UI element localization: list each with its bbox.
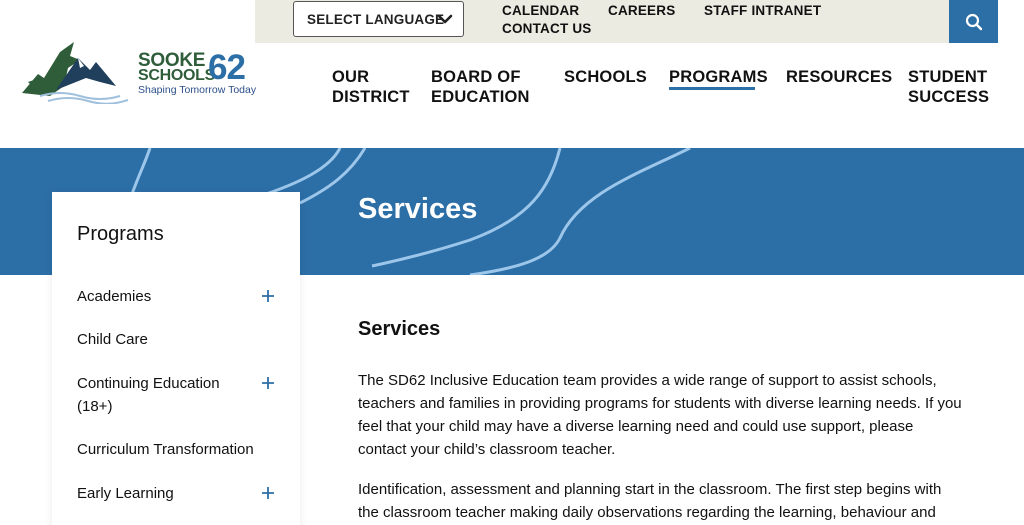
- site-logo[interactable]: [20, 38, 265, 104]
- content-heading: Services: [358, 318, 441, 340]
- logo-schools-text: SCHOOLS: [138, 67, 216, 84]
- careers-link[interactable]: CAREERS: [608, 3, 676, 18]
- sidebar-item-academies[interactable]: Academies: [77, 288, 152, 305]
- nav-schools[interactable]: SCHOOLS: [564, 68, 647, 86]
- nav-label-line1: BOARD OF: [431, 68, 521, 86]
- logo-number: 62: [208, 48, 245, 87]
- page-title: Services: [358, 193, 478, 225]
- nav-label-line2: SUCCESS: [908, 88, 990, 106]
- nav-label-line2: DISTRICT: [332, 88, 410, 106]
- nav-label-line2: EDUCATION: [431, 88, 530, 106]
- plus-icon[interactable]: [261, 376, 275, 390]
- chevron-down-icon: [437, 11, 453, 27]
- logo-tagline: Shaping Tomorrow Today: [138, 84, 257, 96]
- nav-label-line1: STUDENT: [908, 68, 988, 86]
- plus-icon[interactable]: [261, 289, 275, 303]
- nav-student-success[interactable]: [908, 67, 989, 107]
- plus-icon[interactable]: [261, 486, 275, 500]
- content-paragraph: The SD62 Inclusive Education team provides a wide range of support to assist schools, teachers and families in providing programs for students with diverse learning needs. If you feel that your child may have a diverse learning need and could use support, please contact your child’s classroom teacher.: [358, 372, 962, 458]
- search-button[interactable]: [949, 0, 998, 43]
- sidebar: [52, 192, 300, 525]
- language-select-label: SELECT LANGUAGE: [307, 11, 445, 27]
- staff-intranet-link[interactable]: STAFF INTRANET: [704, 3, 822, 18]
- nav-resources[interactable]: RESOURCES: [786, 68, 893, 86]
- sidebar-title: Programs: [77, 223, 164, 245]
- sidebar-item-continuing-education[interactable]: Continuing Education (18+): [77, 375, 220, 415]
- sidebar-item-curriculum-transformation[interactable]: Curriculum Transformation: [77, 441, 254, 458]
- nav-label-line1: OUR: [332, 68, 370, 86]
- nav-active-indicator: [669, 87, 755, 90]
- nav-our-district[interactable]: [332, 67, 410, 107]
- contact-us-link[interactable]: CONTACT US: [502, 21, 592, 36]
- logo-mountains-icon: [20, 38, 138, 104]
- language-select[interactable]: [293, 1, 464, 37]
- search-icon: [965, 13, 983, 31]
- utility-bar: [255, 0, 949, 43]
- calendar-link[interactable]: CALENDAR: [502, 3, 580, 18]
- logo-sooke-text: SOOKE: [138, 50, 206, 71]
- sidebar-item-early-learning[interactable]: Early Learning: [77, 485, 174, 502]
- nav-programs[interactable]: PROGRAMS: [669, 68, 768, 86]
- content-paragraph: Identification, assessment and planning start in the classroom. The first step begins with the classroom teacher making daily observations regarding the learning, behaviour and: [358, 481, 942, 521]
- nav-board-of-education[interactable]: [431, 67, 530, 107]
- sidebar-item-child-care[interactable]: Child Care: [77, 331, 148, 348]
